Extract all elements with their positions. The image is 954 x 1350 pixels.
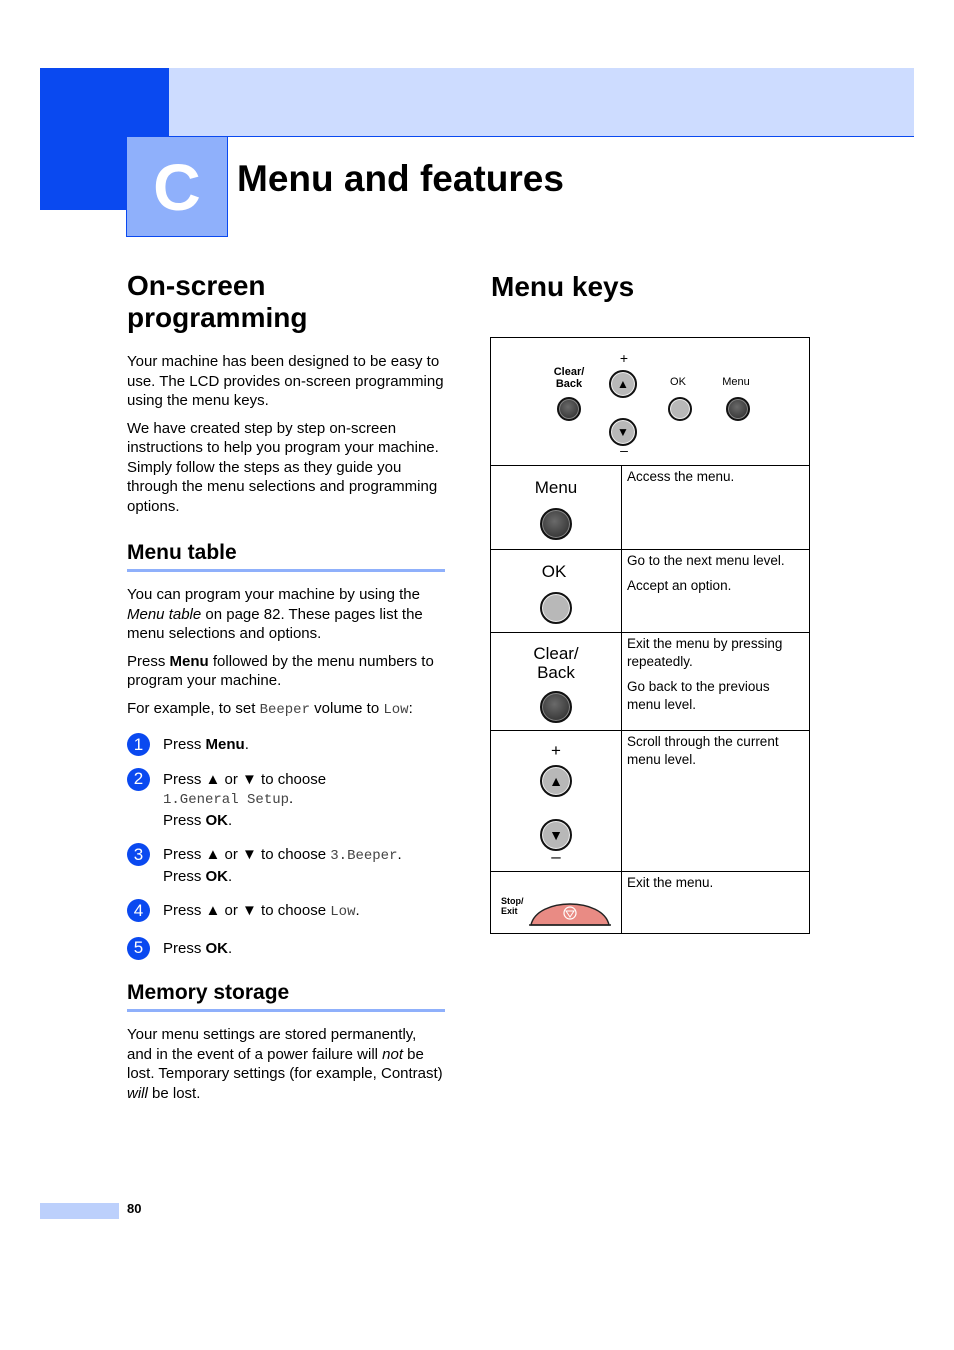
menu-table-link: Menu table — [127, 605, 202, 623]
section-title-menu-keys: Menu keys — [491, 271, 635, 302]
step-5: 5 Press OK. — [127, 939, 445, 959]
step-number-3: 3 — [127, 843, 150, 866]
menu-table-paragraph-1: You can program your machine by using the Menu table on page 82. These pages list the menu selections and options. — [127, 586, 423, 642]
chapter-title: Menu and features — [237, 158, 564, 199]
step-number-5: 5 — [127, 937, 150, 960]
ok-button-icon — [540, 592, 572, 624]
step-number-4: 4 — [127, 899, 150, 922]
clear-back-button-icon — [540, 691, 572, 723]
page-number: 80 — [127, 1201, 142, 1216]
subsection-title-menu-table: Menu table — [127, 540, 445, 572]
menu-table-paragraph-2: Press Menu followed by the menu numbers to program your machine. — [127, 652, 434, 689]
panel-menu-button-icon — [726, 397, 750, 421]
row-menu — [491, 465, 809, 549]
step-number-1: 1 — [127, 733, 150, 756]
header-light-band — [169, 68, 914, 137]
panel-label-ok: OK — [670, 376, 686, 388]
key-label-clear-back: Clear/ Back — [533, 644, 579, 682]
panel-down-arrow-icon: ▼ — [609, 418, 637, 446]
intro-paragraph-2: We have created step by step on-screen instructions to help you program your machine. Simply follow the steps as they guide you through the menu selections and programming options. — [127, 419, 439, 515]
row-clear-back — [491, 632, 809, 730]
step-2: 2 Press ▲ or ▼ to choose 1.General Setup. Press OK. — [127, 770, 445, 831]
section-title-on-screen-programming: On-screen programming — [127, 270, 308, 333]
key-label-stop-exit: Stop/ Exit — [501, 896, 524, 916]
stop-exit-button-icon — [529, 893, 611, 927]
desc-ok-2: Accept an option. — [627, 578, 732, 593]
menu-table-paragraph-3: For example, to set Beeper volume to Low: — [127, 699, 413, 718]
chapter-letter: C — [126, 136, 228, 237]
step-number-2: 2 — [127, 768, 150, 791]
desc-stop-exit: Exit the menu. — [627, 875, 714, 890]
panel-minus-sign: – — [620, 442, 628, 458]
key-label-menu: Menu — [534, 478, 578, 497]
scroll-down-arrow-icon: ▼ — [540, 819, 572, 851]
scroll-plus-sign: + — [551, 741, 561, 760]
scroll-minus-sign: – — [551, 847, 561, 866]
desc-clear-back-1: Exit the menu by pressing repeatedly. — [627, 636, 783, 669]
panel-up-arrow-icon: ▲ — [609, 370, 637, 398]
row-stop-exit — [491, 871, 809, 933]
intro-paragraph-1: Your machine has been designed to be easy to use. The LCD provides on-screen programming using the menu keys. — [127, 353, 444, 409]
menu-button-icon — [540, 508, 572, 540]
panel-ok-button-icon — [668, 397, 692, 421]
menu-keys-table — [490, 337, 810, 934]
desc-ok-1: Go to the next menu level. — [627, 553, 785, 568]
desc-clear-back-2: Go back to the previous menu level. — [627, 679, 770, 712]
step-3: 3 Press ▲ or ▼ to choose 3.Beeper. Press OK. — [127, 845, 445, 886]
subsection-title-memory-storage: Memory storage — [127, 980, 445, 1012]
panel-label-menu: Menu — [722, 376, 750, 388]
panel-clear-back-button-icon — [557, 397, 581, 421]
row-ok — [491, 549, 809, 632]
panel-plus-sign: + — [619, 350, 629, 366]
footer-bar — [40, 1203, 119, 1219]
left-column — [127, 270, 445, 1103]
desc-menu: Access the menu. — [627, 469, 735, 484]
scroll-up-arrow-icon: ▲ — [540, 765, 572, 797]
key-label-ok: OK — [541, 562, 567, 581]
desc-scroll: Scroll through the current menu level. — [627, 734, 779, 767]
memory-paragraph: Your menu settings are stored permanently, and in the event of a power failure will not be lost. Temporary settings (for example, Contrast) will be lost. — [127, 1026, 443, 1102]
row-scroll — [491, 730, 809, 870]
step-4: 4 Press ▲ or ▼ to choose Low. — [127, 901, 445, 923]
panel-label-clear-back: Clear/ Back — [553, 366, 585, 390]
step-1: 1 Press Menu. — [127, 735, 445, 755]
